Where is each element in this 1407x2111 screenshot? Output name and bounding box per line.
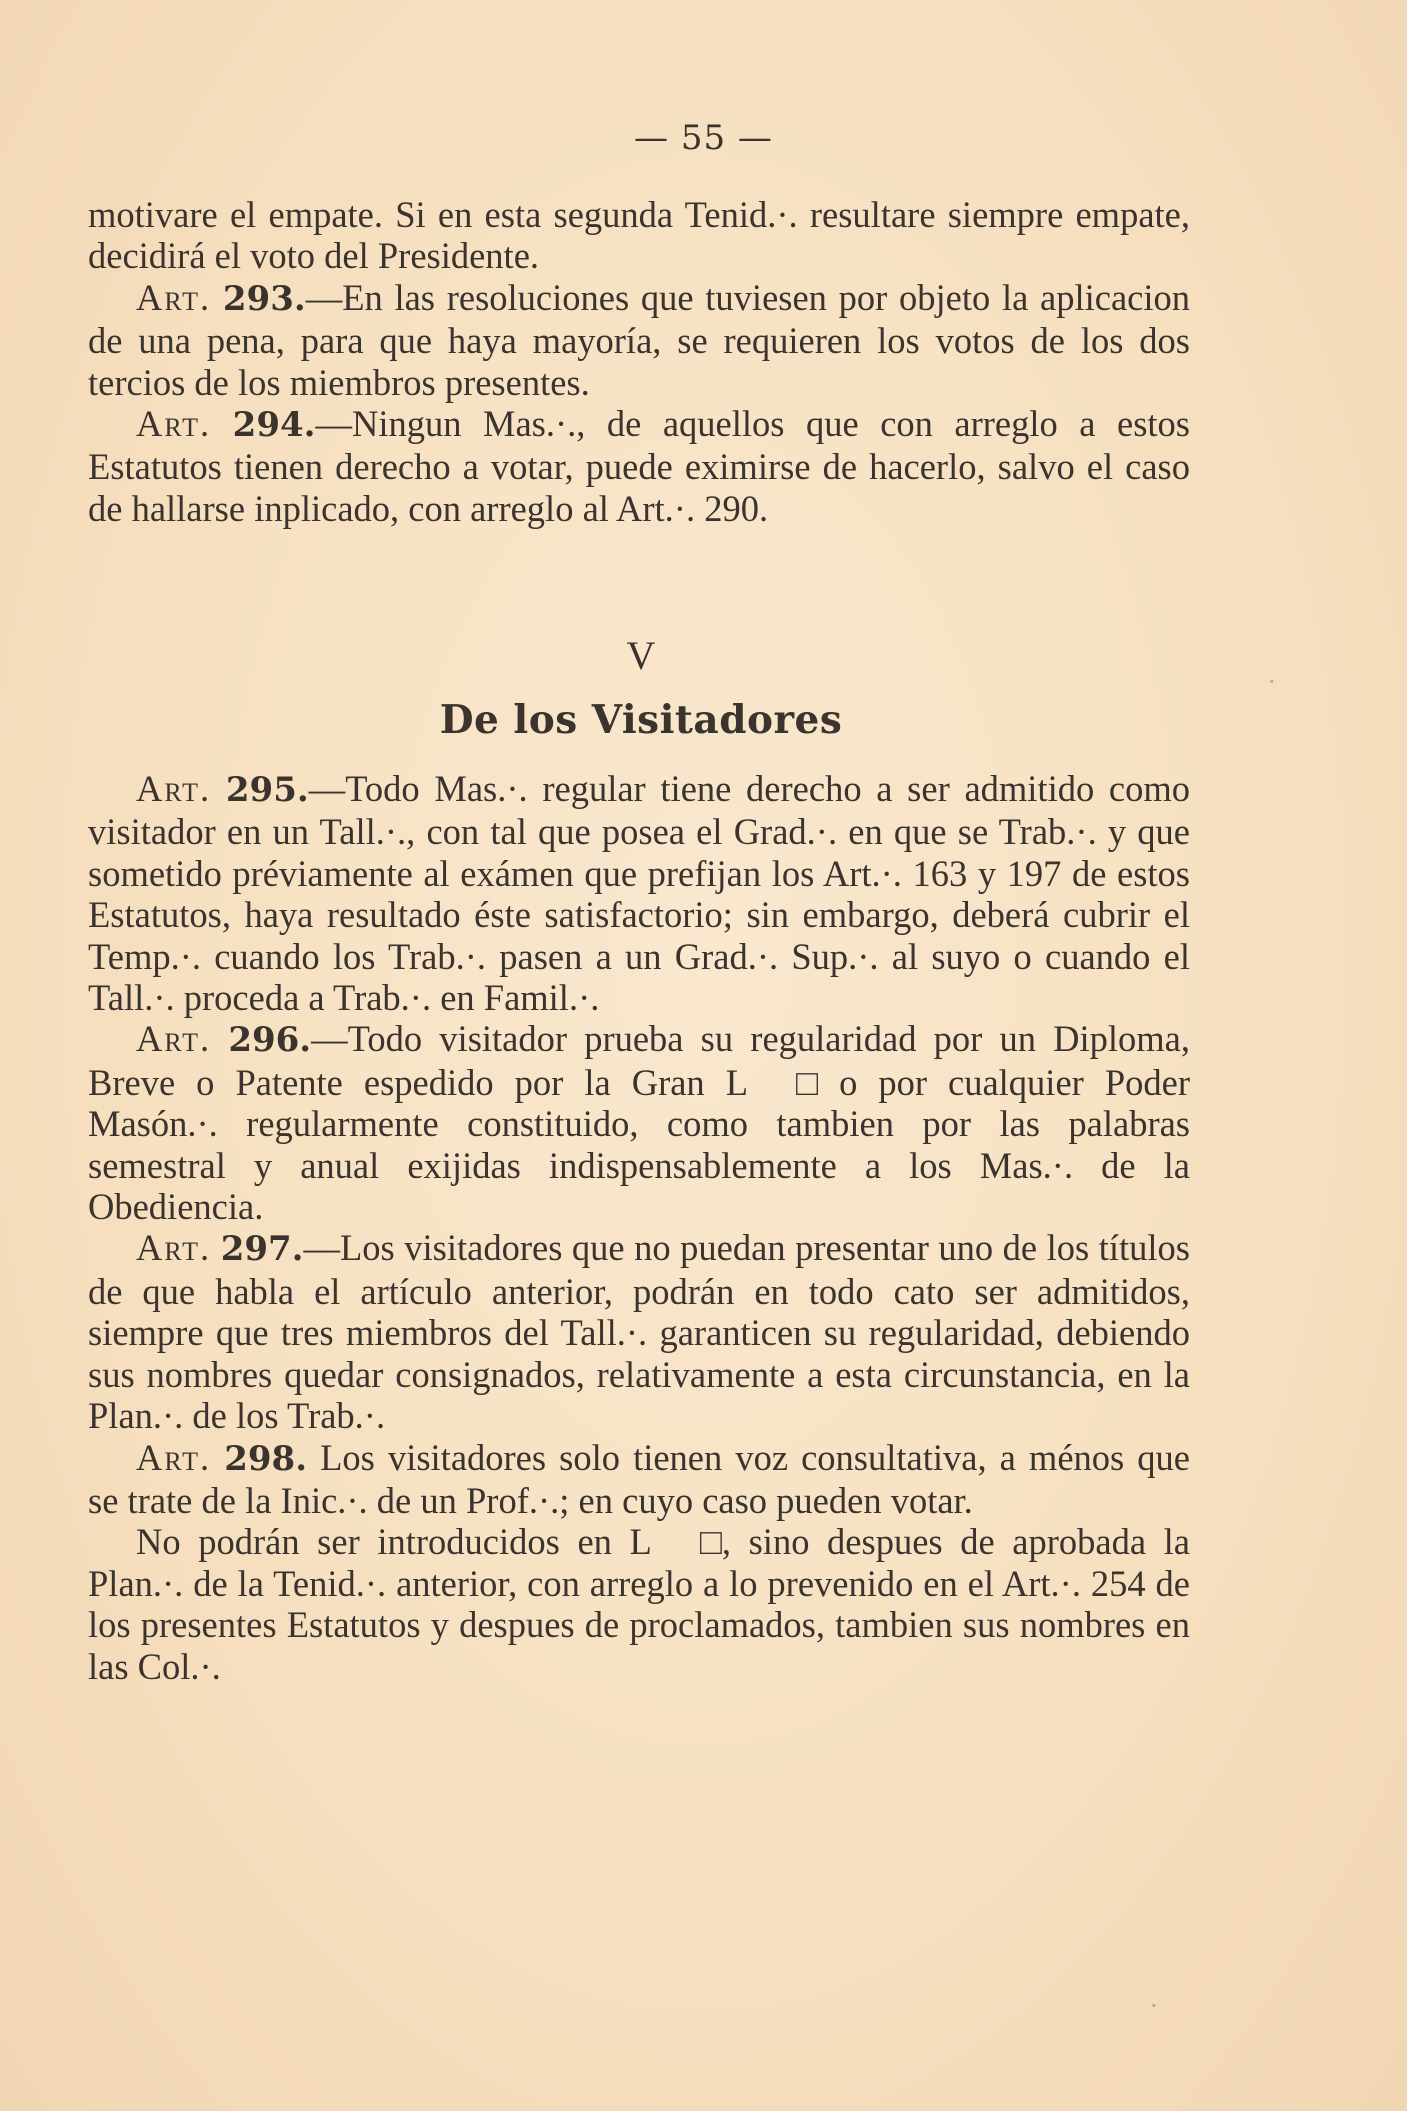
article-298 [88,1437,1190,1522]
article-296 [88,1018,1190,1227]
article-label: Art. [136,403,212,445]
article-295 [88,768,1190,1018]
section-numeral: V [626,633,656,678]
article-297 [88,1227,1190,1436]
section-heading: De los Visitadores [439,697,843,743]
article-text: —Todo Mas.·. regular tiene derecho a ser admitido como visitador en un Tall.·., con tal que posea el Grad.·. en que se Trab.·. y que sometido préviamente al exámen que prefijan los Art.·. 163 y 197 de estos Estatutos, haya resultado éste satisfactorio; sin embargo, deberá cubrir el Temp.·. cuando los Trab.·. pasen a un Grad.·. Sup.·. al suyo o cuando el Tall.·. proceda a Trab.·. en Famil.·. [88,768,1191,1019]
text-block-bottom [88,768,1190,1687]
article-number: 298. [224,1438,308,1479]
closing-text: No podrán ser introducidos en L [136,1521,652,1563]
lodge-symbol-icon: □ [796,1061,819,1103]
article-text: —Ningun Mas.·., de aquellos que con arreglo a estos Estatutos tienen derecho a votar, puede eximirse de hacerlo, salvo el caso de hallarse inplicado, con arreglo al Art.·. 290. [88,403,1190,529]
article-text-cont: o por cualquier Poder Masón.·. regularmente constituido, como tambien por las palabras semestral y anual exijidas indispensablemente a los Mas.·. de la Obediencia. [88,1061,1190,1228]
article-label: Art. [136,276,212,318]
closing-paragraph [88,1521,1190,1687]
article-label: Art. [136,768,212,809]
article-number: 294. [232,405,316,446]
lodge-symbol-icon: □ [699,1521,722,1563]
article-text: —En las resoluciones que tuviesen por objeto la aplicacion de una pena, para que haya mayoría, se requieren los votos de los dos tercios de los miembros presentes. [88,276,1191,403]
article-294 [88,403,1190,529]
paper-speck: · [1150,1992,1158,2020]
text-block-top [88,194,1190,529]
article-label: Art. [136,1018,212,1060]
article-number: 297. [220,1229,304,1270]
article-number: 295. [225,770,309,810]
page-number: — 55 — [634,118,773,158]
article-text: —Los visitadores que no puedan presentar uno de los títulos de que habla el artículo anterior, podrán en todo cato ser admitidos, siempre que tres miembros del Tall.·. garanticen su regularidad, debiendo sus nombres quedar consignados, relativamente a esta circunstancia, en la Plan.·. de los Trab.·. [88,1227,1191,1437]
article-text: Los visitadores solo tienen voz consultativa, a ménos que se trate de la Inic.·. de un Prof.·.; en cuyo caso pueden votar. [88,1436,1190,1521]
article-label: Art. [136,1227,212,1269]
closing-text-cont: , sino despues de aprobada la Plan.·. de la Tenid.·. anterior, con arreglo a lo prevenido en el Art.·. 254 de los presentes Estatutos y despues de proclamados, tambien sus nombres en las Col.·. [88,1521,1190,1687]
article-number: 296. [228,1020,312,1061]
article-text: —Todo visitador prueba su regularidad por un Diploma, Breve o Patente espedido por la Gran L [88,1018,1190,1103]
paper-speck: · [1268,668,1276,696]
article-label: Art. [136,1436,212,1478]
article-293 [88,277,1190,403]
paragraph-continuation: motivare el empate. Si en esta segunda Tenid.·. resultare siempre empate, decidirá el voto del Presidente. [88,194,1190,277]
article-number: 293. [222,278,306,319]
